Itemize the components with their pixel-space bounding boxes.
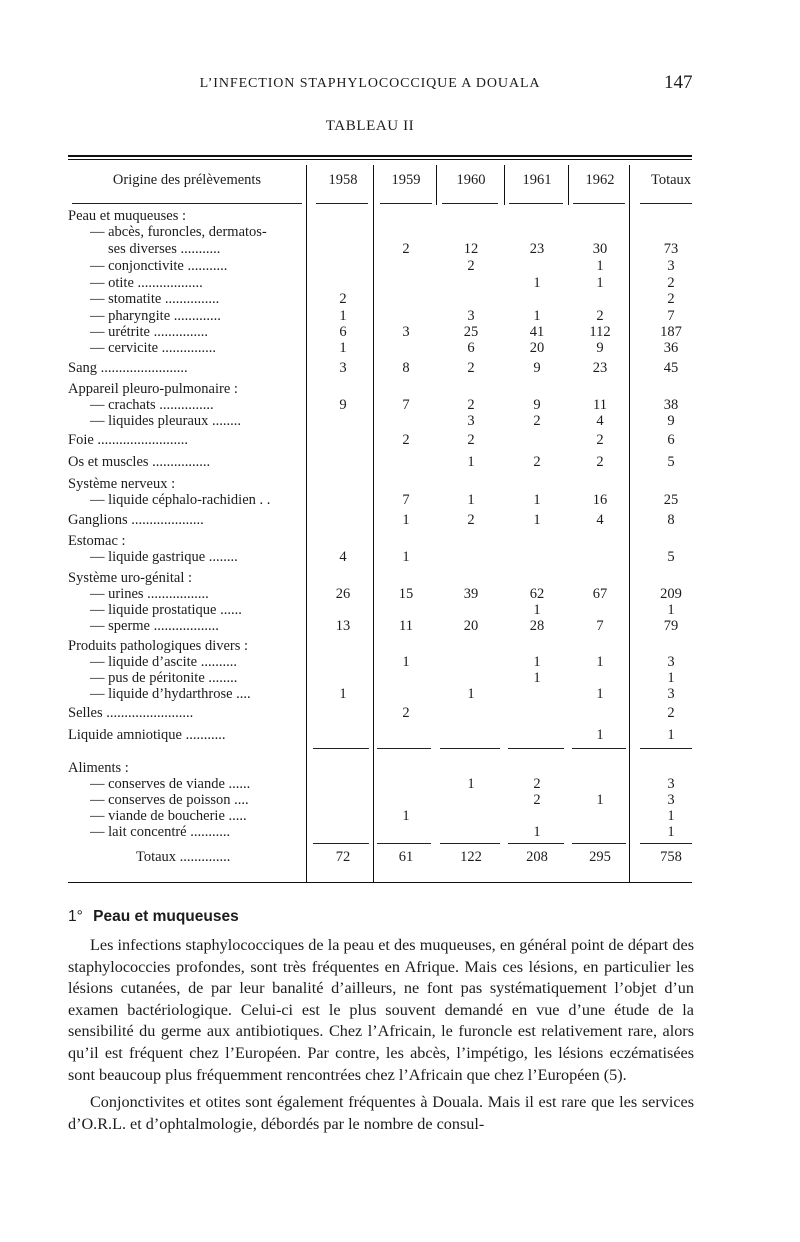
header-totals: Totaux xyxy=(650,172,692,188)
cell-1960: 20 xyxy=(463,618,479,634)
cell-total: 3 xyxy=(667,686,675,702)
row-label: — liquide prostatique ...... xyxy=(90,602,242,618)
row-label: — abcès, furoncles, dermatos- xyxy=(90,224,267,240)
row-label: Aliments : xyxy=(68,760,129,776)
cell-1960: 3 xyxy=(467,413,475,429)
page-number: 147 xyxy=(664,72,693,93)
cell-1961: 1 xyxy=(533,602,541,618)
row-label: Produits pathologiques divers : xyxy=(68,638,249,654)
row-label: Sang ........................ xyxy=(68,360,188,376)
cell-1958: 26 xyxy=(335,586,351,602)
col-divider xyxy=(504,165,505,205)
cell-1962: 11 xyxy=(593,397,607,413)
cell-total: 209 xyxy=(660,586,682,602)
totals-separator xyxy=(440,843,500,844)
table-row xyxy=(0,638,800,655)
section-heading xyxy=(68,908,239,926)
table-row xyxy=(0,291,800,308)
table-row xyxy=(0,492,800,509)
header-year-1962: 1962 xyxy=(585,172,615,188)
cell-total: 38 xyxy=(663,397,679,413)
cell-1959: 3 xyxy=(402,324,410,340)
cell-1961: 1 xyxy=(533,512,541,528)
section-title: Peau et muqueuses xyxy=(93,908,239,925)
total-1960: 122 xyxy=(460,849,482,865)
header-year-1961: 1961 xyxy=(522,172,552,188)
cell-1960: 1 xyxy=(467,776,475,792)
totals-label: Totaux .............. xyxy=(136,849,231,865)
header-underline xyxy=(72,203,302,204)
table-row xyxy=(0,224,800,241)
totals-separator xyxy=(313,843,369,844)
cell-1962: 16 xyxy=(592,492,608,508)
row-label: — lait concentré ........... xyxy=(90,824,231,840)
cell-total: 2 xyxy=(667,705,675,721)
cell-total: 2 xyxy=(667,291,675,307)
table-row xyxy=(0,727,800,744)
table-title: TABLEAU II xyxy=(325,118,415,134)
row-label: Foie ......................... xyxy=(68,432,189,448)
table-row xyxy=(0,776,800,793)
header-underline xyxy=(573,203,625,204)
header-underline xyxy=(316,203,368,204)
cell-1962: 67 xyxy=(592,586,608,602)
cell-total: 3 xyxy=(667,654,675,670)
cell-total: 9 xyxy=(667,413,675,429)
cell-1959: 1 xyxy=(402,512,410,528)
row-label: — liquide céphalo-rachidien . . xyxy=(90,492,271,508)
group-separator xyxy=(377,748,431,749)
cell-1958: 9 xyxy=(339,397,347,413)
cell-1961: 2 xyxy=(533,454,541,470)
row-label: — urétrite ............... xyxy=(90,324,208,340)
cell-1958: 4 xyxy=(339,549,347,565)
row-label: — crachats ............... xyxy=(90,397,214,413)
header-year-1959: 1959 xyxy=(391,172,421,188)
cell-1960: 2 xyxy=(467,360,475,376)
table-row xyxy=(0,602,800,619)
cell-total: 73 xyxy=(663,241,679,257)
table-row xyxy=(0,618,800,635)
table-row xyxy=(0,549,800,566)
row-label: — liquide d’ascite .......... xyxy=(90,654,237,670)
row-label: — pus de péritonite ........ xyxy=(90,670,238,686)
header-underline xyxy=(640,203,692,204)
cell-1958: 13 xyxy=(335,618,351,634)
table-row xyxy=(0,586,800,603)
row-label: — sperme .................. xyxy=(90,618,219,634)
table-row xyxy=(0,670,800,687)
header-underline xyxy=(509,203,563,204)
cell-1959: 2 xyxy=(402,432,410,448)
cell-1962: 1 xyxy=(596,275,604,291)
group-separator xyxy=(640,748,692,749)
header-origin: Origine des prélèvements xyxy=(112,172,262,188)
cell-total: 1 xyxy=(667,727,675,743)
row-label: Os et muscles ................ xyxy=(68,454,211,470)
table-row xyxy=(0,533,800,550)
table-row xyxy=(0,381,800,398)
row-label: — cervicite ............... xyxy=(90,340,217,356)
row-label: — viande de boucherie ..... xyxy=(90,808,247,824)
cell-total: 45 xyxy=(663,360,679,376)
row-label: — liquide d’hydarthrose .... xyxy=(90,686,251,702)
cell-1960: 12 xyxy=(463,241,479,257)
table-row xyxy=(0,340,800,357)
table-row xyxy=(0,570,800,587)
cell-1961: 1 xyxy=(533,492,541,508)
body-text xyxy=(68,935,694,1135)
group-separator xyxy=(508,748,564,749)
cell-1960: 39 xyxy=(463,586,479,602)
cell-total: 5 xyxy=(667,454,675,470)
cell-total: 1 xyxy=(667,602,675,618)
header-underline xyxy=(442,203,498,204)
row-label: — otite .................. xyxy=(90,275,203,291)
paragraph: Conjonctivites et otites sont également fréquentes à Douala. Mais il est rare que les services d’O.R.L. et d’ophtalmologie, débordés par le nombre de consul- xyxy=(68,1093,694,1133)
cell-1959: 7 xyxy=(402,492,410,508)
cell-1961: 28 xyxy=(529,618,545,634)
row-label: — conjonctivite ........... xyxy=(90,258,228,274)
total-1961: 208 xyxy=(526,849,548,865)
row-label: — liquide gastrique ........ xyxy=(90,549,238,565)
cell-1960: 3 xyxy=(467,308,475,324)
table-row xyxy=(0,308,800,325)
cell-1961: 1 xyxy=(533,275,541,291)
cell-1958: 6 xyxy=(339,324,347,340)
table-row xyxy=(0,512,800,529)
cell-1958: 2 xyxy=(339,291,347,307)
cell-1962: 4 xyxy=(596,512,604,528)
cell-total: 2 xyxy=(667,275,675,291)
cell-1960: 1 xyxy=(467,454,475,470)
cell-1960: 2 xyxy=(467,258,475,274)
cell-1961: 1 xyxy=(533,670,541,686)
cell-1962: 1 xyxy=(596,792,604,808)
row-label: Ganglions .................... xyxy=(68,512,204,528)
cell-total: 79 xyxy=(663,618,679,634)
cell-1962: 112 xyxy=(589,324,611,340)
cell-1962: 1 xyxy=(596,258,604,274)
col-divider xyxy=(568,165,569,205)
col-divider xyxy=(436,165,437,205)
cell-total: 3 xyxy=(667,792,675,808)
total-1959: 61 xyxy=(398,849,414,865)
total-all: 758 xyxy=(660,849,682,865)
total-1958: 72 xyxy=(335,849,351,865)
row-label: — pharyngite ............. xyxy=(90,308,221,324)
cell-1962: 7 xyxy=(596,618,604,634)
cell-1961: 20 xyxy=(529,340,545,356)
cell-1961: 2 xyxy=(533,413,541,429)
row-label: Appareil pleuro-pulmonaire : xyxy=(68,381,238,397)
cell-1960: 25 xyxy=(463,324,479,340)
cell-1959: 1 xyxy=(402,654,410,670)
cell-1962: 2 xyxy=(596,432,604,448)
group-separator xyxy=(440,748,500,749)
cell-1958: 3 xyxy=(339,360,347,376)
cell-1960: 1 xyxy=(467,492,475,508)
running-header: L’INFECTION STAPHYLOCOCCIQUE A DOUALA xyxy=(199,76,541,91)
cell-total: 7 xyxy=(667,308,675,324)
cell-1961: 23 xyxy=(529,241,545,257)
row-label: Système uro-génital : xyxy=(68,570,193,586)
cell-1961: 41 xyxy=(529,324,545,340)
cell-1962: 1 xyxy=(596,686,604,702)
row-label: — conserves de poisson .... xyxy=(90,792,249,808)
cell-1962: 30 xyxy=(592,241,608,257)
table-row xyxy=(0,275,800,292)
table-row xyxy=(0,258,800,275)
cell-1960: 2 xyxy=(467,432,475,448)
cell-1959: 1 xyxy=(402,808,410,824)
row-label: — conserves de viande ...... xyxy=(90,776,251,792)
row-label: — urines ................. xyxy=(90,586,209,602)
table-row xyxy=(0,686,800,703)
totals-separator xyxy=(377,843,431,844)
row-label: Selles ........................ xyxy=(68,705,194,721)
total-1962: 295 xyxy=(589,849,611,865)
cell-total: 5 xyxy=(667,549,675,565)
cell-1959: 11 xyxy=(399,618,413,634)
cell-1959: 2 xyxy=(402,241,410,257)
cell-1959: 7 xyxy=(402,397,410,413)
cell-1961: 1 xyxy=(533,308,541,324)
cell-1958: 1 xyxy=(339,686,347,702)
table-row xyxy=(0,808,800,825)
table-row xyxy=(0,824,800,841)
table-row xyxy=(0,705,800,722)
cell-1961: 2 xyxy=(533,776,541,792)
paragraph: Les infections staphylococciques de la peau et des muqueuses, en général point de départ des staphylococcies profondes, sont très fréquentes en Afrique. Mais ces lésions, en particulier les lésions cutanées, de par leur banalité d’ailleurs, ne font pas systématiquement l’objet d’un examen bactériologique. Celui-ci est le plus souvent demandé en vue d’une étude de la sensibilité du germe aux antibiotiques. Chez l’Africain, le furoncle est relativement rare, alors qu’il est fréquent chez l’Européen. Par contre, les abcès, l’impétigo, les lésions eczématisées sont beaucoup plus fréquemment rencontrées chez l’Africain que chez l’Européen (5). xyxy=(68,936,694,1084)
cell-1960: 2 xyxy=(467,512,475,528)
cell-1962: 9 xyxy=(596,340,604,356)
table-top-rule xyxy=(68,155,692,157)
cell-1962: 2 xyxy=(596,308,604,324)
row-label: ses diverses ........... xyxy=(108,241,221,257)
table-row xyxy=(0,360,800,377)
cell-total: 3 xyxy=(667,776,675,792)
totals-separator xyxy=(640,843,692,844)
cell-1960: 2 xyxy=(467,397,475,413)
cell-total: 36 xyxy=(663,340,679,356)
cell-1960: 1 xyxy=(467,686,475,702)
table-row xyxy=(0,476,800,493)
cell-1958: 1 xyxy=(339,308,347,324)
table-row xyxy=(0,454,800,471)
section-number: 1° xyxy=(68,908,83,925)
group-separator xyxy=(572,748,626,749)
row-label: Peau et muqueuses : xyxy=(68,208,186,224)
cell-total: 8 xyxy=(667,512,675,528)
header-year-1958: 1958 xyxy=(328,172,358,188)
cell-1958: 1 xyxy=(339,340,347,356)
cell-1961: 2 xyxy=(533,792,541,808)
table-row xyxy=(0,792,800,809)
table-row xyxy=(0,413,800,430)
cell-1961: 62 xyxy=(529,586,545,602)
table-row xyxy=(0,324,800,341)
cell-1962: 23 xyxy=(592,360,608,376)
table-row xyxy=(0,654,800,671)
table-row xyxy=(0,208,800,225)
cell-total: 1 xyxy=(667,670,675,686)
cell-1959: 1 xyxy=(402,549,410,565)
totals-separator xyxy=(572,843,626,844)
cell-total: 3 xyxy=(667,258,675,274)
cell-total: 1 xyxy=(667,824,675,840)
header-year-1960: 1960 xyxy=(456,172,486,188)
row-label: — liquides pleuraux ........ xyxy=(90,413,242,429)
cell-1961: 1 xyxy=(533,824,541,840)
cell-1962: 1 xyxy=(596,654,604,670)
cell-1959: 15 xyxy=(398,586,414,602)
cell-1962: 4 xyxy=(596,413,604,429)
row-label: Liquide amniotique ........... xyxy=(68,727,226,743)
cell-1962: 1 xyxy=(596,727,604,743)
cell-1960: 6 xyxy=(467,340,475,356)
cell-1962: 2 xyxy=(596,454,604,470)
cell-1961: 1 xyxy=(533,654,541,670)
row-label: — stomatite ............... xyxy=(90,291,220,307)
table-bottom-rule xyxy=(68,882,692,883)
cell-1961: 9 xyxy=(533,360,541,376)
row-label: Estomac : xyxy=(68,533,126,549)
cell-total: 25 xyxy=(663,492,679,508)
cell-1959: 8 xyxy=(402,360,410,376)
row-label: Système nerveux : xyxy=(68,476,176,492)
table-row xyxy=(0,432,800,449)
cell-total: 187 xyxy=(660,324,682,340)
cell-1959: 2 xyxy=(402,705,410,721)
cell-total: 6 xyxy=(667,432,675,448)
table-row xyxy=(0,241,800,258)
header-underline xyxy=(380,203,432,204)
cell-total: 1 xyxy=(667,808,675,824)
group-separator xyxy=(313,748,369,749)
totals-row xyxy=(0,849,800,866)
table-row xyxy=(0,397,800,414)
table-top-rule-2 xyxy=(68,159,692,160)
totals-separator xyxy=(508,843,564,844)
cell-1961: 9 xyxy=(533,397,541,413)
table-row xyxy=(0,760,800,777)
